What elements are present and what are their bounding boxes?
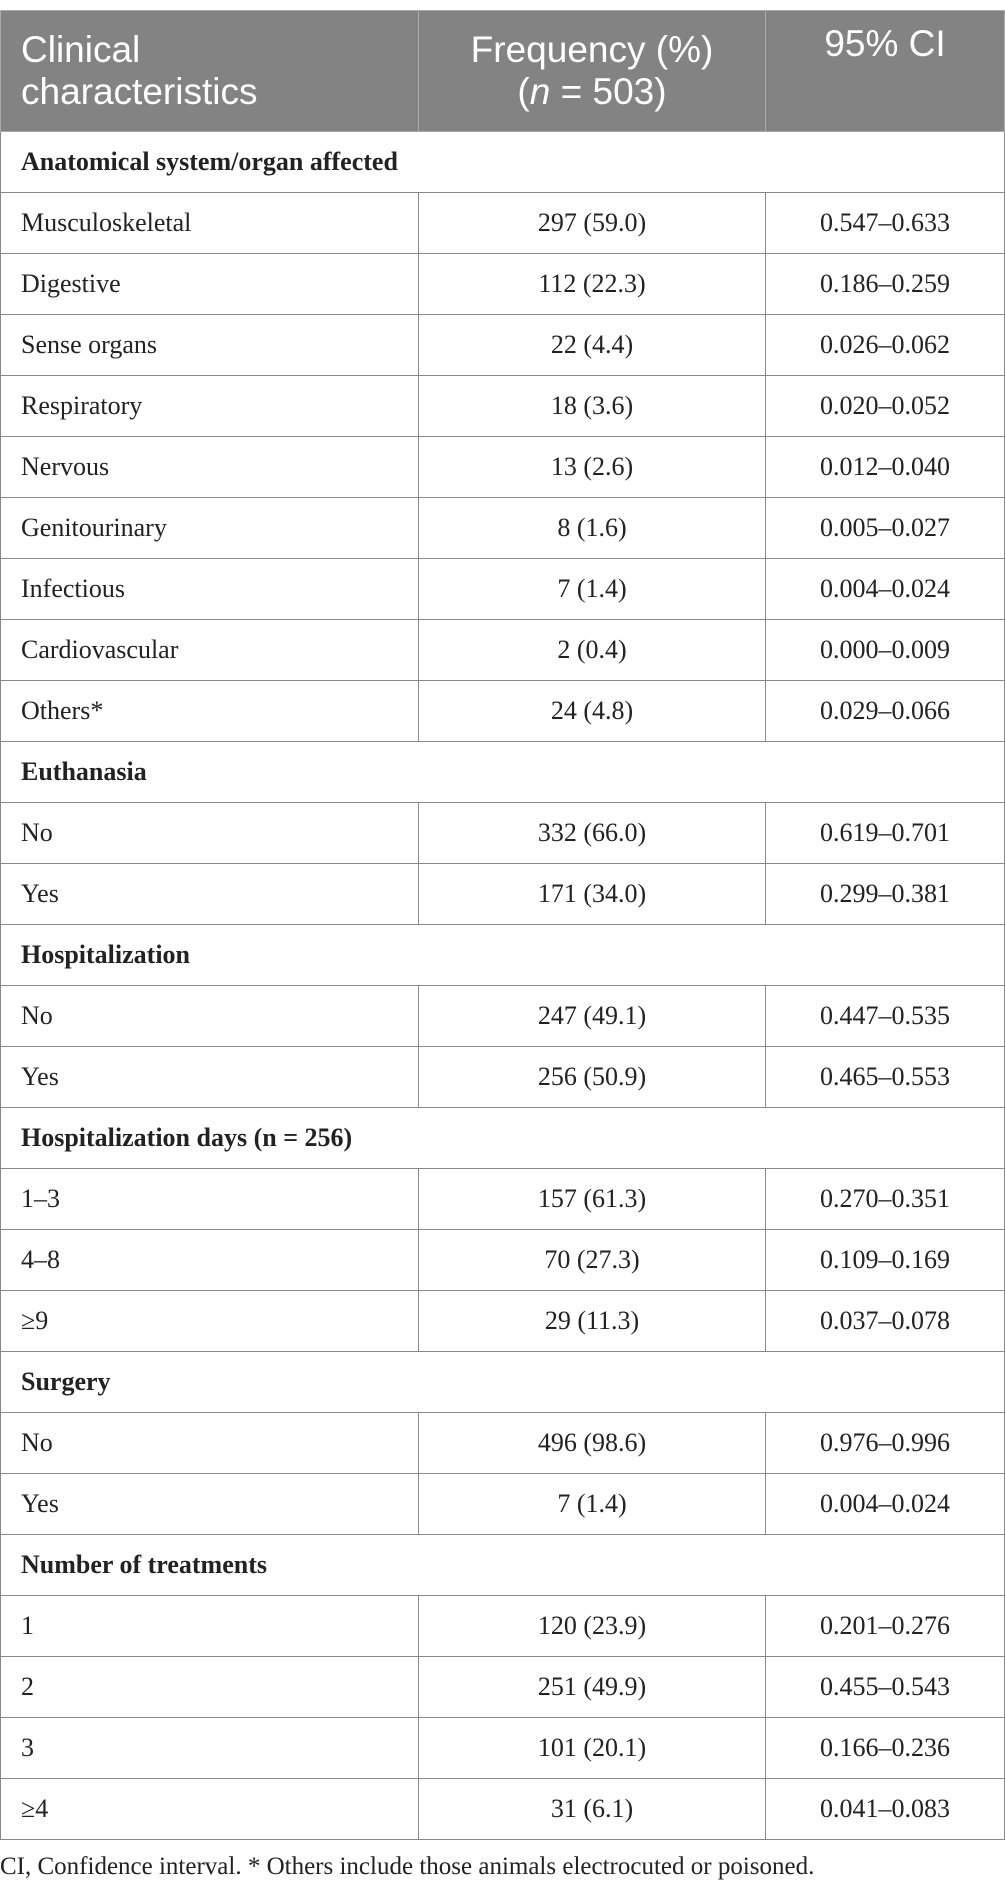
table-row <box>1 864 1005 925</box>
row-frequency: 22 (4.4) <box>419 315 766 376</box>
row-frequency: 256 (50.9) <box>419 1047 766 1108</box>
row-label: 1–3 <box>1 1169 419 1230</box>
row-ci: 0.465–0.553 <box>766 1047 1005 1108</box>
table-row <box>1 1291 1005 1352</box>
table-row <box>1 1657 1005 1718</box>
row-label: Digestive <box>1 254 419 315</box>
header-col2-line1: Frequency (%) <box>470 29 714 70</box>
row-frequency: 7 (1.4) <box>419 1474 766 1535</box>
table-row <box>1 1169 1005 1230</box>
row-frequency: 7 (1.4) <box>419 559 766 620</box>
section-title: Euthanasia <box>1 742 1005 803</box>
row-ci: 0.270–0.351 <box>766 1169 1005 1230</box>
row-frequency: 2 (0.4) <box>419 620 766 681</box>
table-row <box>1 1779 1005 1840</box>
row-label: No <box>1 1413 419 1474</box>
row-frequency: 29 (11.3) <box>419 1291 766 1352</box>
row-ci: 0.547–0.633 <box>766 193 1005 254</box>
row-frequency: 18 (3.6) <box>419 376 766 437</box>
table-row <box>1 193 1005 254</box>
row-label: Musculoskeletal <box>1 193 419 254</box>
table-row <box>1 1474 1005 1535</box>
table-row <box>1 1047 1005 1108</box>
header-clinical-characteristics <box>1 11 419 132</box>
section-title: Hospitalization <box>1 925 1005 986</box>
section-header-row <box>1 1352 1005 1413</box>
header-row <box>1 11 1005 132</box>
row-frequency: 31 (6.1) <box>419 1779 766 1840</box>
header-col3: 95% CI <box>824 23 946 64</box>
row-frequency: 332 (66.0) <box>419 803 766 864</box>
row-ci: 0.005–0.027 <box>766 498 1005 559</box>
row-ci: 0.029–0.066 <box>766 681 1005 742</box>
table-row <box>1 254 1005 315</box>
row-frequency: 247 (49.1) <box>419 986 766 1047</box>
row-label: ≥9 <box>1 1291 419 1352</box>
row-ci: 0.447–0.535 <box>766 986 1005 1047</box>
row-label: Nervous <box>1 437 419 498</box>
row-frequency: 496 (98.6) <box>419 1413 766 1474</box>
row-ci: 0.299–0.381 <box>766 864 1005 925</box>
header-col2-rest: = 503) <box>550 71 667 112</box>
section-header-row <box>1 132 1005 193</box>
row-ci: 0.166–0.236 <box>766 1718 1005 1779</box>
table-row <box>1 620 1005 681</box>
row-label: 2 <box>1 1657 419 1718</box>
header-col2-n: n <box>529 71 551 112</box>
row-ci: 0.000–0.009 <box>766 620 1005 681</box>
header-95ci <box>766 11 1005 132</box>
row-frequency: 171 (34.0) <box>419 864 766 925</box>
row-ci: 0.201–0.276 <box>766 1596 1005 1657</box>
section-header-row <box>1 742 1005 803</box>
row-frequency: 157 (61.3) <box>419 1169 766 1230</box>
row-frequency: 101 (20.1) <box>419 1718 766 1779</box>
row-frequency: 8 (1.6) <box>419 498 766 559</box>
row-ci: 0.619–0.701 <box>766 803 1005 864</box>
row-ci: 0.455–0.543 <box>766 1657 1005 1718</box>
section-title: Hospitalization days (n = 256) <box>1 1108 1005 1169</box>
table-row <box>1 498 1005 559</box>
table-row <box>1 986 1005 1047</box>
table-row <box>1 803 1005 864</box>
table-row <box>1 1413 1005 1474</box>
table-row <box>1 1596 1005 1657</box>
table-row <box>1 681 1005 742</box>
header-col1-line1: Clinical <box>21 29 141 70</box>
row-label: Others* <box>1 681 419 742</box>
section-header-row <box>1 1108 1005 1169</box>
table-row <box>1 315 1005 376</box>
section-title: Surgery <box>1 1352 1005 1413</box>
row-frequency: 24 (4.8) <box>419 681 766 742</box>
row-label: Infectious <box>1 559 419 620</box>
row-label: Sense organs <box>1 315 419 376</box>
row-ci: 0.041–0.083 <box>766 1779 1005 1840</box>
row-label: Yes <box>1 1474 419 1535</box>
row-frequency: 120 (23.9) <box>419 1596 766 1657</box>
header-col1-line2: characteristics <box>21 71 258 112</box>
table-container <box>0 10 1004 1840</box>
row-frequency: 13 (2.6) <box>419 437 766 498</box>
section-title: Number of treatments <box>1 1535 1005 1596</box>
section-header-row <box>1 925 1005 986</box>
row-label: ≥4 <box>1 1779 419 1840</box>
row-label: Cardiovascular <box>1 620 419 681</box>
row-ci: 0.186–0.259 <box>766 254 1005 315</box>
row-label: Genitourinary <box>1 498 419 559</box>
row-ci: 0.976–0.996 <box>766 1413 1005 1474</box>
row-label: No <box>1 986 419 1047</box>
table-header <box>1 11 1005 132</box>
header-col2-paren: ( <box>517 71 530 112</box>
row-ci: 0.012–0.040 <box>766 437 1005 498</box>
section-header-row <box>1 1535 1005 1596</box>
row-frequency: 112 (22.3) <box>419 254 766 315</box>
row-label: Yes <box>1 864 419 925</box>
table-row <box>1 437 1005 498</box>
table-footnote: CI, Confidence interval. * Others include those animals electrocuted or poisoned. <box>0 1853 815 1880</box>
clinical-characteristics-table <box>0 10 1005 1840</box>
row-ci: 0.026–0.062 <box>766 315 1005 376</box>
row-label: No <box>1 803 419 864</box>
row-label: Respiratory <box>1 376 419 437</box>
table-row <box>1 559 1005 620</box>
row-ci: 0.109–0.169 <box>766 1230 1005 1291</box>
table-row <box>1 1718 1005 1779</box>
row-ci: 0.004–0.024 <box>766 559 1005 620</box>
table-body <box>1 132 1005 1840</box>
table-row <box>1 376 1005 437</box>
row-frequency: 297 (59.0) <box>419 193 766 254</box>
header-frequency <box>419 11 766 132</box>
row-frequency: 70 (27.3) <box>419 1230 766 1291</box>
table-row <box>1 1230 1005 1291</box>
row-label: 4–8 <box>1 1230 419 1291</box>
section-title: Anatomical system/organ affected <box>1 132 1005 193</box>
row-ci: 0.020–0.052 <box>766 376 1005 437</box>
row-frequency: 251 (49.9) <box>419 1657 766 1718</box>
row-label: 1 <box>1 1596 419 1657</box>
row-ci: 0.004–0.024 <box>766 1474 1005 1535</box>
row-label: Yes <box>1 1047 419 1108</box>
row-ci: 0.037–0.078 <box>766 1291 1005 1352</box>
row-label: 3 <box>1 1718 419 1779</box>
